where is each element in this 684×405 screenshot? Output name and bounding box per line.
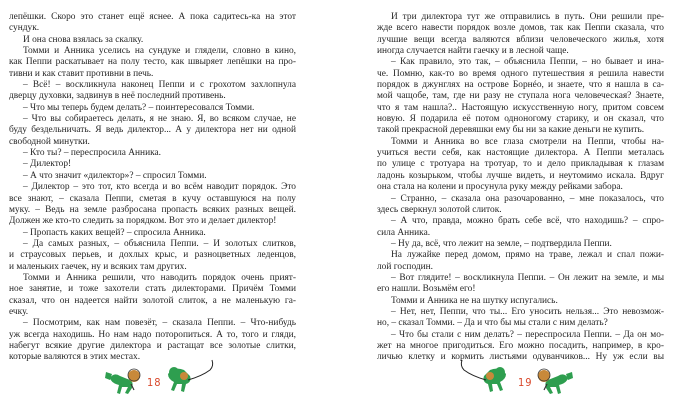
text-line: – А что значит «дилектор»? – спросил Томми.: [23, 170, 207, 181]
text-line: Томми и Анника уселись на сундуке и глядели, словно в кино,: [23, 46, 296, 57]
text-line: личью клетку и кормить листьями одуванчиков... Ну уж если вы: [377, 352, 664, 363]
text-line: И три дилектора тут же отправились в путь. Они решили пре-: [391, 12, 664, 22]
text-line: – Что бы стали с ним делать? – переспросила Пеппи. – Да он мо-: [391, 329, 664, 340]
text-line: мой чащобе, там, где ни разу не ступала нога человеческая? Знаете,: [377, 91, 664, 102]
text-line: муку. – Ведь на земле разбросана пропасть всяких разных вещей.: [9, 204, 296, 215]
text-line: ладонь козырьком, чтобы лучше видеть, и неутомимо искала. Вдруг: [377, 170, 664, 181]
text-line: сила Анника.: [377, 227, 431, 238]
text-line: здесь сверкнул золотой слиток.: [377, 204, 502, 215]
text-line: которые валяются в этих местах.: [9, 352, 141, 363]
text-line: но, – сказал Томми. – Да и что бы мы стали с ним делать?: [377, 318, 608, 329]
text-line: порядок в джунглях на острове Борнéо, и знаете, что я нашла в са-: [377, 80, 664, 91]
text-line: – Кто ты? – переспросила Анника.: [23, 148, 162, 159]
text-line: набегут всякие другие дилектора и растащат все золотые слитки,: [9, 340, 296, 351]
text-line: – Как правило, это так, – объяснила Пеппи, – но бывает и ина-: [391, 57, 664, 68]
page-number-right: 19: [518, 376, 533, 389]
text-line: – Да самых разных, – объяснила Пеппи. – И золотых слитков,: [23, 238, 296, 249]
text-line: что я там нашла?.. Настоящую искусственную ногу, притом совсем: [377, 102, 664, 113]
text-line: ное занятие, и тоже захотели стать дилекторами. Причём Томми: [9, 284, 296, 295]
text-line: лой господин.: [377, 261, 434, 272]
text-line: лепёшки. Скоро это станет ещё яснее. А пока садитесь-ка на этот: [9, 12, 296, 22]
text-line: – Дилектор – это тот, кто всегда и во всём наводит порядок. Это: [23, 182, 296, 193]
text-line: – Ну да, всё, что лежит на земле, – подтвердила Пеппи.: [391, 238, 612, 249]
text-line: И она снова взялась за скалку.: [23, 34, 144, 45]
child-figure-with-cane-illustration: [164, 356, 218, 400]
text-line: сказал, что он надеется найти золотой слиток, а не маленькую га-: [9, 295, 296, 306]
text-line: как Пеппи раскатывает на полу тесто, как швыряет лепёшки на про-: [9, 57, 296, 68]
text-line: по улице с тротуара на тротуар, то и дело прикладывая к глазам: [377, 159, 664, 170]
text-line: лучшие вещи всегда валяются вблизи человеческого жилья, хотя: [377, 34, 664, 45]
child-figure-with-cane-illustration: [456, 356, 510, 400]
text-line: – Странно, – сказала она разочарованно, – мне показалось, что: [391, 193, 664, 204]
text-line: такой прекрасной деревяшки ему бы ни за какие деньги не купить.: [377, 125, 645, 136]
text-line: учиться вести себя, как настоящие дилектора. А Пеппи металась: [377, 148, 664, 159]
text-line: иногда случается найти гаечку и в лесной чаще.: [377, 46, 569, 57]
text-line: сундук.: [9, 23, 40, 34]
text-line: она стала на колени и просунула руку между рейками забора.: [377, 182, 623, 193]
text-line: – Нет, нет, Пеппи, что ты... Его уносить нельзя... Это невозмож-: [391, 306, 664, 317]
text-line: его нашли. Возьмём его!: [377, 284, 476, 295]
text-line: все знают, – сказала Пеппи, сметая в кучу оставшуюся на полу: [9, 193, 296, 204]
text-line: Должен же кто-то следить за порядком. Вот это и делает дилектор!: [9, 216, 277, 227]
text-line: ечку.: [9, 306, 29, 317]
text-line: жет на многое пригодиться. Его можно посадить, например, в кро-: [377, 340, 664, 351]
text-line: и страусовых перьев, и дохлых крыс, и разноцветных леденцов,: [9, 250, 296, 261]
text-line: буду бездельничать. Я ведь дилектор... А у дилектора нет ни одной: [9, 125, 296, 136]
page-number-left: 18: [147, 376, 162, 389]
text-line: Томми и Анника не на шутку испугались.: [391, 295, 558, 306]
text-line: – Что мы теперь будем делать? – поинтересовался Томми.: [23, 102, 255, 113]
right-page-text: [377, 12, 664, 364]
text-line: новую. Я подарила её потом одноногому старику, и он сказал, что: [377, 114, 664, 125]
text-line: – Вот глядите! – воскликнула Пеппи. – Он лежит на земле, и мы: [391, 272, 664, 283]
text-line: – А что, правда, можно брать себе всё, что находишь? – спро-: [391, 216, 664, 227]
text-line: и маленьких гаечек, ну и всяких там других.: [9, 261, 187, 272]
text-line: На лужайке перед домом, прямо на траве, лежал и спал пожи-: [391, 250, 664, 261]
text-line: – Пропасть каких вещей? – спросила Анника.: [23, 227, 206, 238]
child-figure-bending-illustration: [534, 364, 574, 400]
text-line: тивни и как ставит противни в печь.: [9, 68, 154, 79]
child-figure-bending-illustration: [104, 364, 144, 400]
text-line: дверцу духовки, задвинув в неё последний противень.: [9, 91, 226, 102]
text-line: Томми и Анника во все глаза смотрели на Пеппи, чтобы на-: [391, 136, 664, 147]
text-line: – Посмотрим, как нам повезёт, – сказала Пеппи. – Что-нибудь: [23, 318, 296, 329]
text-line: – Дилектор!: [23, 159, 72, 170]
text-line: жде всего навести порядок возле домов, так как Пеппи сказала, что: [377, 23, 664, 34]
text-line: свободной минутки.: [9, 136, 90, 147]
left-page-text: [9, 12, 296, 364]
text-line: уж всегда находишь. Но нам надо поторопиться. А то, того и гляди,: [9, 329, 296, 340]
text-line: че. Помню, как-то во время одного путешествия я решила навести: [377, 68, 664, 79]
text-line: – Что вы собираетесь делать, я не знаю. Я, во всяком случае, не: [23, 114, 296, 125]
text-line: Томми и Анника решили, что наводить порядок очень прият-: [23, 272, 296, 283]
text-line: – Всё! – воскликнула наконец Пеппи и с грохотом захлопнула: [23, 80, 296, 91]
